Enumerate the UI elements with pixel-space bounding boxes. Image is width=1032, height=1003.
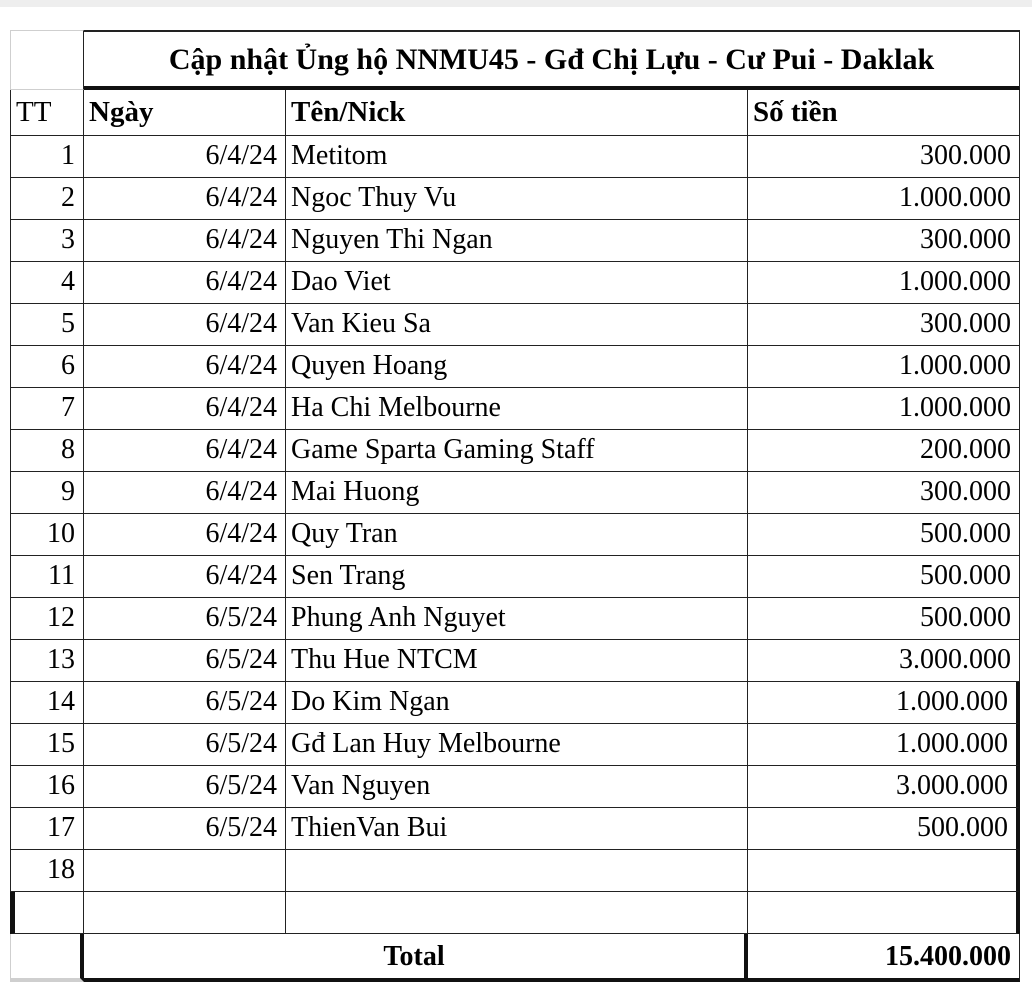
row-name: Dao Viet <box>286 262 748 304</box>
row-date: 6/4/24 <box>84 178 286 220</box>
row-date: 6/4/24 <box>84 346 286 388</box>
row-date: 6/5/24 <box>84 766 286 808</box>
row-date: 6/5/24 <box>84 808 286 850</box>
table-row <box>10 640 1020 682</box>
row-number: 18 <box>10 850 84 892</box>
row-date: 6/4/24 <box>84 388 286 430</box>
row-amount: 200.000 <box>748 430 1020 472</box>
row-name: Quy Tran <box>286 514 748 556</box>
row-name: Game Sparta Gaming Staff <box>286 430 748 472</box>
row-date: 6/4/24 <box>84 430 286 472</box>
row-date: 6/5/24 <box>84 640 286 682</box>
row-amount: 1.000.000 <box>748 346 1020 388</box>
row-name: Thu Hue NTCM <box>286 640 748 682</box>
row-number: 16 <box>10 766 84 808</box>
row-number: 15 <box>10 724 84 766</box>
row-amount: 300.000 <box>748 220 1020 262</box>
row-amount: 1.000.000 <box>748 262 1020 304</box>
row-amount: 500.000 <box>748 808 1020 850</box>
table-row <box>10 556 1020 598</box>
table-row <box>10 220 1020 262</box>
row-number: 11 <box>10 556 84 598</box>
header-row <box>10 90 1020 136</box>
row-number: 3 <box>10 220 84 262</box>
table-row <box>10 598 1020 640</box>
row-name <box>286 892 748 934</box>
row-number: 10 <box>10 514 84 556</box>
row-amount: 500.000 <box>748 514 1020 556</box>
table-row <box>10 892 1020 934</box>
row-amount: 300.000 <box>748 136 1020 178</box>
table-title: Cập nhật Ủng hộ NNMU45 - Gđ Chị Lựu - Cư Pui - Daklak <box>84 30 1020 90</box>
row-amount: 500.000 <box>748 556 1020 598</box>
table-row <box>10 472 1020 514</box>
table-row <box>10 808 1020 850</box>
table-row <box>10 514 1020 556</box>
row-name: ThienVan Bui <box>286 808 748 850</box>
row-date <box>84 892 286 934</box>
row-amount: 1.000.000 <box>748 724 1020 766</box>
total-row <box>10 934 1020 982</box>
row-name: Ngoc Thuy Vu <box>286 178 748 220</box>
row-name: Sen Trang <box>286 556 748 598</box>
total-label: Total <box>84 934 748 982</box>
table-row <box>10 136 1020 178</box>
table-row <box>10 178 1020 220</box>
title-corner-cell <box>10 30 84 90</box>
top-strip <box>0 0 1032 7</box>
row-date: 6/4/24 <box>84 556 286 598</box>
row-number: 7 <box>10 388 84 430</box>
row-date <box>84 850 286 892</box>
table-row <box>10 724 1020 766</box>
table-row <box>10 304 1020 346</box>
row-amount: 3.000.000 <box>748 766 1020 808</box>
row-amount: 300.000 <box>748 472 1020 514</box>
header-date: Ngày <box>84 90 286 136</box>
table-row <box>10 682 1020 724</box>
total-amount: 15.400.000 <box>748 934 1020 982</box>
row-name: Do Kim Ngan <box>286 682 748 724</box>
row-amount <box>748 850 1020 892</box>
row-number: 13 <box>10 640 84 682</box>
row-date: 6/4/24 <box>84 514 286 556</box>
row-name: Metitom <box>286 136 748 178</box>
row-date: 6/4/24 <box>84 136 286 178</box>
row-date: 6/5/24 <box>84 598 286 640</box>
header-amount: Số tiền <box>748 90 1020 136</box>
table-row <box>10 262 1020 304</box>
row-name: Phung Anh Nguyet <box>286 598 748 640</box>
row-date: 6/4/24 <box>84 262 286 304</box>
total-corner-cell <box>10 934 84 982</box>
row-number <box>10 892 84 934</box>
row-name: Quyen Hoang <box>286 346 748 388</box>
table-row <box>10 388 1020 430</box>
table-row <box>10 766 1020 808</box>
row-number: 12 <box>10 598 84 640</box>
row-name: Van Nguyen <box>286 766 748 808</box>
row-date: 6/5/24 <box>84 682 286 724</box>
table-row <box>10 346 1020 388</box>
row-amount: 1.000.000 <box>748 388 1020 430</box>
row-number: 6 <box>10 346 84 388</box>
row-name: Mai Huong <box>286 472 748 514</box>
table-row <box>10 430 1020 472</box>
row-date: 6/4/24 <box>84 220 286 262</box>
header-tt: TT <box>10 90 84 136</box>
row-number: 9 <box>10 472 84 514</box>
row-date: 6/4/24 <box>84 472 286 514</box>
row-number: 5 <box>10 304 84 346</box>
row-name: Gđ Lan Huy Melbourne <box>286 724 748 766</box>
row-amount: 300.000 <box>748 304 1020 346</box>
row-date: 6/5/24 <box>84 724 286 766</box>
header-name: Tên/Nick <box>286 90 748 136</box>
row-number: 2 <box>10 178 84 220</box>
row-name <box>286 850 748 892</box>
row-amount: 1.000.000 <box>748 178 1020 220</box>
row-number: 4 <box>10 262 84 304</box>
row-amount <box>748 892 1020 934</box>
row-amount: 1.000.000 <box>748 682 1020 724</box>
row-name: Van Kieu Sa <box>286 304 748 346</box>
row-amount: 3.000.000 <box>748 640 1020 682</box>
row-name: Ha Chi Melbourne <box>286 388 748 430</box>
row-number: 14 <box>10 682 84 724</box>
row-amount: 500.000 <box>748 598 1020 640</box>
row-name: Nguyen Thi Ngan <box>286 220 748 262</box>
table-row <box>10 850 1020 892</box>
row-date: 6/4/24 <box>84 304 286 346</box>
row-number: 8 <box>10 430 84 472</box>
row-number: 1 <box>10 136 84 178</box>
row-number: 17 <box>10 808 84 850</box>
title-row <box>10 30 1020 90</box>
